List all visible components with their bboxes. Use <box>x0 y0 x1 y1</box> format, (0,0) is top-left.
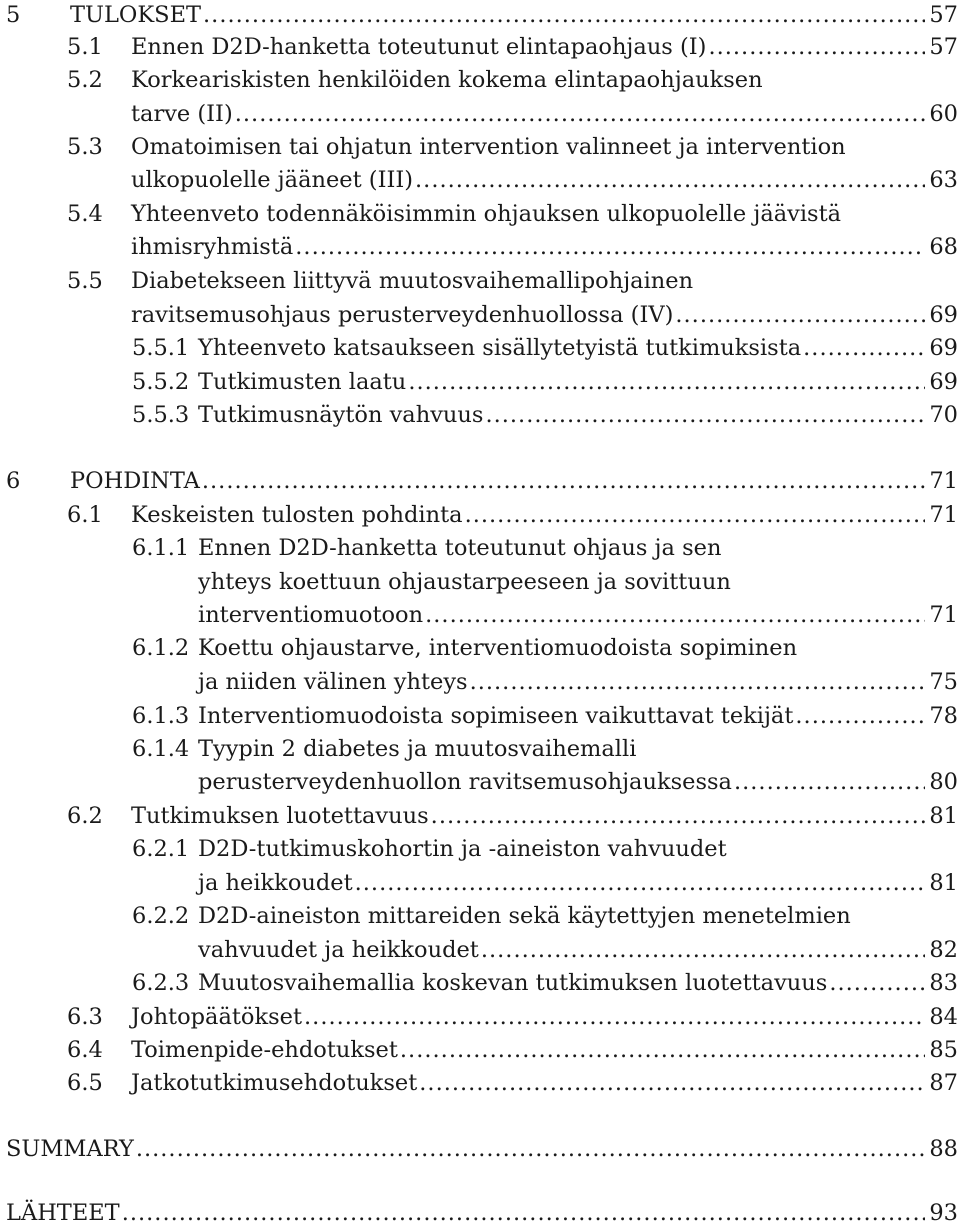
toc-entry[interactable] <box>67 1033 958 1067</box>
toc-entry[interactable] <box>198 866 958 900</box>
toc-entry[interactable] <box>67 264 958 298</box>
toc-entry-title: ja heikkoudet <box>198 870 353 896</box>
toc-entry-number: 6.2.3 <box>132 970 190 996</box>
toc-entry-title: ihmisryhmistä <box>131 234 294 260</box>
toc-entry[interactable] <box>67 63 958 97</box>
toc-entry-title: D2D-tutkimuskohortin ja -aineiston vahvuudet <box>198 836 727 862</box>
toc-entry-title: Ennen D2D-hanketta toteutunut ohjaus ja sen <box>198 535 722 561</box>
dot-leader <box>829 966 925 1000</box>
toc-entry-page: 70 <box>929 402 958 428</box>
toc-entry-title: ulkopuolelle jääneet (III) <box>131 167 414 193</box>
toc-entry-title: Ennen D2D-hanketta toteutunut elintapaohjaus (I) <box>131 34 707 60</box>
toc-entry-page: 82 <box>929 937 958 963</box>
toc-entry-title: tarve (II) <box>131 101 233 127</box>
dot-leader <box>485 398 925 432</box>
toc-entry-number: 6 <box>6 468 21 494</box>
toc-entry-title: Keskeisten tulosten pohdinta <box>131 502 463 528</box>
toc-entry-number: 6.5 <box>67 1070 103 1096</box>
toc-entry[interactable] <box>6 1196 958 1230</box>
toc-entry-title: Tutkimusten laatu <box>198 369 407 395</box>
toc-entry-title: POHDINTA <box>70 468 200 494</box>
toc-entry-page: 60 <box>929 101 958 127</box>
toc-entry-number: 6.1.3 <box>132 703 190 729</box>
toc-entry-page: 71 <box>929 602 958 628</box>
toc-entry[interactable] <box>198 598 958 632</box>
toc-entry-page: 81 <box>929 803 958 829</box>
toc-entry-title: Tutkimusnäytön vahvuus <box>198 402 484 428</box>
toc-entry-number: 6.1.1 <box>132 535 190 561</box>
dot-leader <box>470 665 926 699</box>
dot-leader <box>408 365 925 399</box>
toc-entry[interactable] <box>198 665 958 699</box>
toc-entry[interactable] <box>67 498 958 532</box>
toc-entry[interactable] <box>67 799 958 833</box>
toc-entry-title: Omatoimisen tai ohjatun intervention valinneet ja intervention <box>131 134 846 160</box>
toc-entry-number: 6.1.4 <box>132 736 190 762</box>
toc-entry[interactable] <box>198 565 958 599</box>
toc-entry-title: vahvuudet ja heikkoudet <box>198 937 479 963</box>
toc-entry-number: 5.1 <box>67 34 103 60</box>
toc-entry-title: SUMMARY <box>6 1136 134 1162</box>
toc-entry[interactable] <box>198 765 958 799</box>
toc-entry-title: ravitsemusohjaus perusterveydenhuollossa (IV) <box>131 302 674 328</box>
toc-entry-number: 6.1.2 <box>132 635 190 661</box>
toc-entry-page: 84 <box>929 1004 958 1030</box>
toc-entry-page: 69 <box>929 369 958 395</box>
toc-entry-number: 5.5.2 <box>132 369 190 395</box>
toc-entry-title: Toimenpide-ehdotukset <box>131 1037 398 1063</box>
toc-entry-page: 71 <box>929 502 958 528</box>
toc-entry[interactable] <box>6 1132 958 1166</box>
toc-entry-number: 5.4 <box>67 201 103 227</box>
toc-entry[interactable] <box>67 30 958 64</box>
toc-entry-number: 6.2 <box>67 803 103 829</box>
dot-leader <box>431 799 926 833</box>
toc-entry-number: 5.3 <box>67 134 103 160</box>
toc-entry-title: D2D-aineiston mittareiden sekä käytettyjen menetelmien <box>198 903 851 929</box>
toc-entry[interactable] <box>131 298 958 332</box>
toc-entry-title: TULOKSET <box>70 2 202 28</box>
toc-entry-page: 78 <box>929 703 958 729</box>
toc-entry-title: ja niiden välinen yhteys <box>198 669 468 695</box>
toc-entry-number: 6.4 <box>67 1037 103 1063</box>
toc-entry[interactable] <box>67 130 958 164</box>
toc-entry[interactable] <box>67 197 958 231</box>
toc-entry[interactable] <box>6 0 958 32</box>
toc-entry-title: Yhteenveto todennäköisimmin ohjauksen ulkopuolelle jäävistä <box>131 201 842 227</box>
toc-entry-page: 69 <box>929 302 958 328</box>
toc-entry-title: Diabetekseen liittyvä muutosvaihemallipohjainen <box>131 268 694 294</box>
toc-entry[interactable] <box>67 1066 958 1100</box>
toc-entry-number: 5.2 <box>67 67 103 93</box>
toc-entry-title: Yhteenveto katsaukseen sisällytetyistä tutkimuksista <box>198 335 802 361</box>
toc-entry-title: perusterveydenhuollon ravitsemusohjauksessa <box>198 769 732 795</box>
toc-entry-title: Tutkimuksen luotettavuus <box>131 803 429 829</box>
dot-leader <box>803 331 925 365</box>
toc-entry-number: 6.2.2 <box>132 903 190 929</box>
toc-entry-page: 81 <box>929 870 958 896</box>
toc-entry[interactable] <box>198 933 958 967</box>
toc-entry[interactable] <box>132 732 958 766</box>
toc-entry-number: 5.5.1 <box>132 335 190 361</box>
toc-entry-page: 83 <box>929 970 958 996</box>
toc-entry-title: Korkeariskisten henkilöiden kokema elintapaohjauksen <box>131 67 763 93</box>
toc-entry-page: 75 <box>929 669 958 695</box>
dot-leader <box>136 1132 926 1166</box>
toc-entry-number: 5 <box>6 2 21 28</box>
toc-entry-title: Muutosvaihemallia koskevan tutkimuksen luotettavuus <box>198 970 828 996</box>
toc-entry[interactable] <box>67 1000 958 1034</box>
dot-leader <box>295 230 925 264</box>
dot-leader <box>734 765 925 799</box>
dot-leader <box>419 1066 925 1100</box>
toc-entry-number: 6.1 <box>67 502 103 528</box>
dot-leader <box>304 1000 925 1034</box>
toc-entry[interactable] <box>6 464 958 498</box>
dot-leader <box>425 598 925 632</box>
toc-entry-number: 5.5 <box>67 268 103 294</box>
toc-entry[interactable] <box>132 832 958 866</box>
toc-entry-page: 57 <box>929 2 958 28</box>
dot-leader <box>355 866 926 900</box>
toc-entry[interactable] <box>131 230 958 264</box>
dot-leader <box>202 464 926 498</box>
toc-entry-page: 71 <box>929 468 958 494</box>
dot-leader <box>203 0 925 32</box>
toc-entry-page: 88 <box>929 1136 958 1162</box>
toc-entry-title: LÄHTEET <box>6 1200 120 1226</box>
toc-entry-number: 6.3 <box>67 1004 103 1030</box>
toc-entry-page: 87 <box>929 1070 958 1096</box>
toc-entry-page: 85 <box>929 1037 958 1063</box>
toc-entry[interactable] <box>132 966 958 1000</box>
toc-entry-title: Tyypin 2 diabetes ja muutosvaihemalli <box>198 736 637 762</box>
toc-entry-title: Koettu ohjaustarve, interventiomuodoista sopiminen <box>198 635 798 661</box>
toc-entry-page: 69 <box>929 335 958 361</box>
dot-leader <box>415 163 925 197</box>
toc-entry-title: Interventiomuodoista sopimiseen vaikuttavat tekijät <box>198 703 794 729</box>
toc-entry-title: Johtopäätökset <box>131 1004 303 1030</box>
toc-entry-page: 80 <box>929 769 958 795</box>
toc-entry[interactable] <box>132 331 958 365</box>
dot-leader <box>481 933 926 967</box>
toc-entry-title: Jatkotutkimusehdotukset <box>131 1070 418 1096</box>
toc-entry-title: interventiomuotoon <box>198 602 424 628</box>
toc-entry-page: 93 <box>929 1200 958 1226</box>
dot-leader <box>465 498 926 532</box>
toc-entry[interactable] <box>131 97 958 131</box>
toc-entry[interactable] <box>132 699 958 733</box>
dot-leader <box>708 30 925 64</box>
toc-entry-page: 57 <box>929 34 958 60</box>
toc-entry[interactable] <box>132 531 958 565</box>
dot-leader <box>235 97 926 131</box>
toc-entry[interactable] <box>132 899 958 933</box>
toc-entry[interactable] <box>132 631 958 665</box>
toc-entry-page: 68 <box>929 234 958 260</box>
dot-leader <box>675 298 925 332</box>
toc-entry-page: 63 <box>929 167 958 193</box>
toc-entry[interactable] <box>132 365 958 399</box>
toc-entry-title: yhteys koettuun ohjaustarpeeseen ja sovittuun <box>198 569 731 595</box>
toc-entry[interactable] <box>132 398 958 432</box>
dot-leader <box>795 699 925 733</box>
toc-entry-number: 6.2.1 <box>132 836 190 862</box>
dot-leader <box>400 1033 925 1067</box>
dot-leader <box>122 1196 926 1230</box>
toc-entry-number: 5.5.3 <box>132 402 190 428</box>
toc-entry[interactable] <box>131 163 958 197</box>
